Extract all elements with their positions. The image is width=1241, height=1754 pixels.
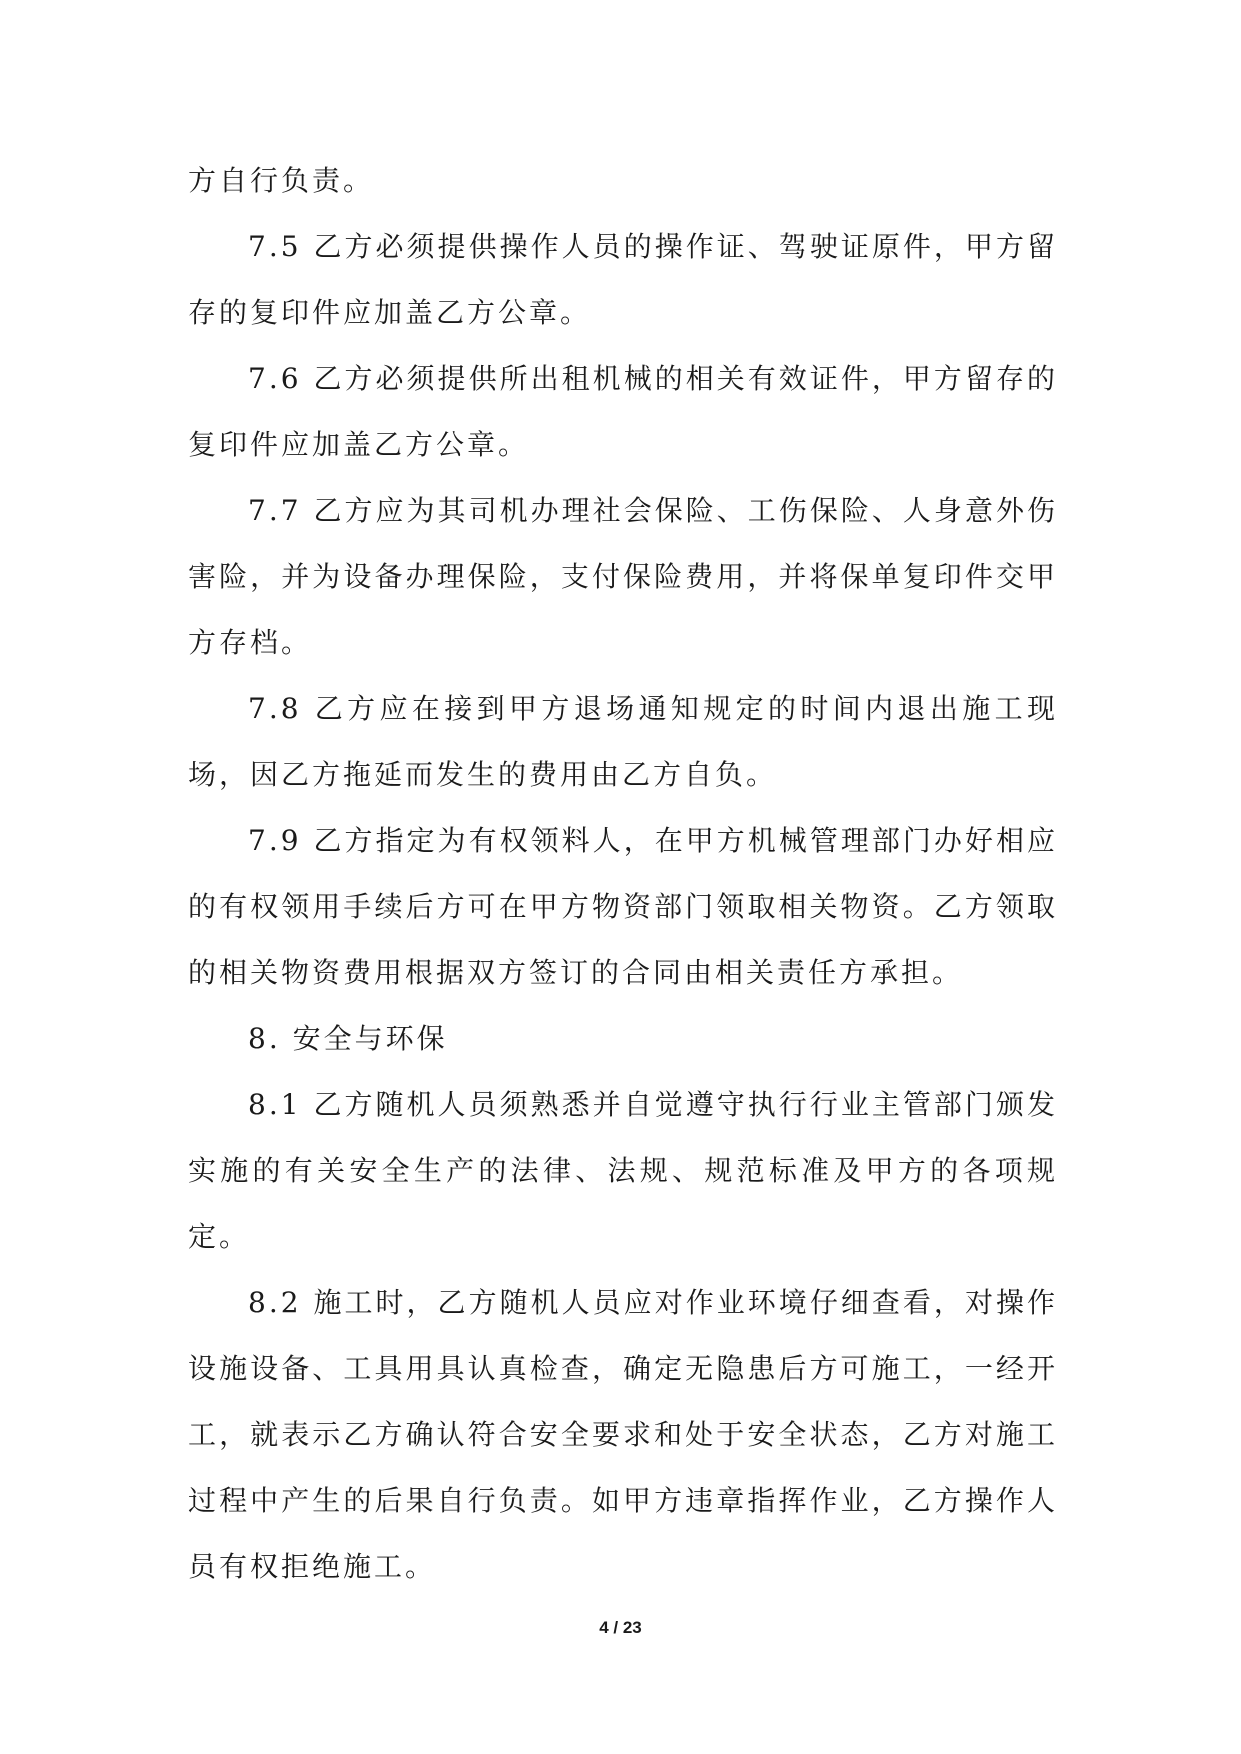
paragraph-continuation: 方自行负责。 xyxy=(188,164,375,197)
clause-8-2: 8.2 施工时，乙方随机人员应对作业环境仔细查看，对操作设施设备、工具用具认真检查，确定无隐患后方可施工，一经开工，就表示乙方确认符合安全要求和处于安全状态，乙方对施工过程中产生的后果自行负责。如甲方违章指挥作业，乙方操作人员有权拒绝施工。 xyxy=(188,1286,1058,1583)
clause-7-6: 7.6 乙方必须提供所出租机械的相关有效证件，甲方留存的复印件应加盖乙方公章。 xyxy=(188,362,1058,461)
page-number: 4 / 23 xyxy=(599,1618,642,1637)
document-body xyxy=(188,148,1058,1600)
section-heading-8: 8. 安全与环保 xyxy=(248,1022,448,1055)
clause-7-7: 7.7 乙方应为其司机办理社会保险、工伤保险、人身意外伤害险，并为设备办理保险，支付保险费用，并将保单复印件交甲方存档。 xyxy=(188,494,1058,659)
clause-7-8: 7.8 乙方应在接到甲方退场通知规定的时间内退出施工现场，因乙方拖延而发生的费用由乙方自负。 xyxy=(188,692,1058,791)
clause-7-9: 7.9 乙方指定为有权领料人，在甲方机械管理部门办好相应的有权领用手续后方可在甲方物资部门领取相关物资。乙方领取的相关物资费用根据双方签订的合同由相关责任方承担。 xyxy=(188,824,1058,989)
clause-8-1: 8.1 乙方随机人员须熟悉并自觉遵守执行行业主管部门颁发实施的有关安全生产的法律、法规、规范标准及甲方的各项规定。 xyxy=(188,1088,1058,1253)
clause-7-5: 7.5 乙方必须提供操作人员的操作证、驾驶证原件，甲方留存的复印件应加盖乙方公章。 xyxy=(188,230,1058,329)
